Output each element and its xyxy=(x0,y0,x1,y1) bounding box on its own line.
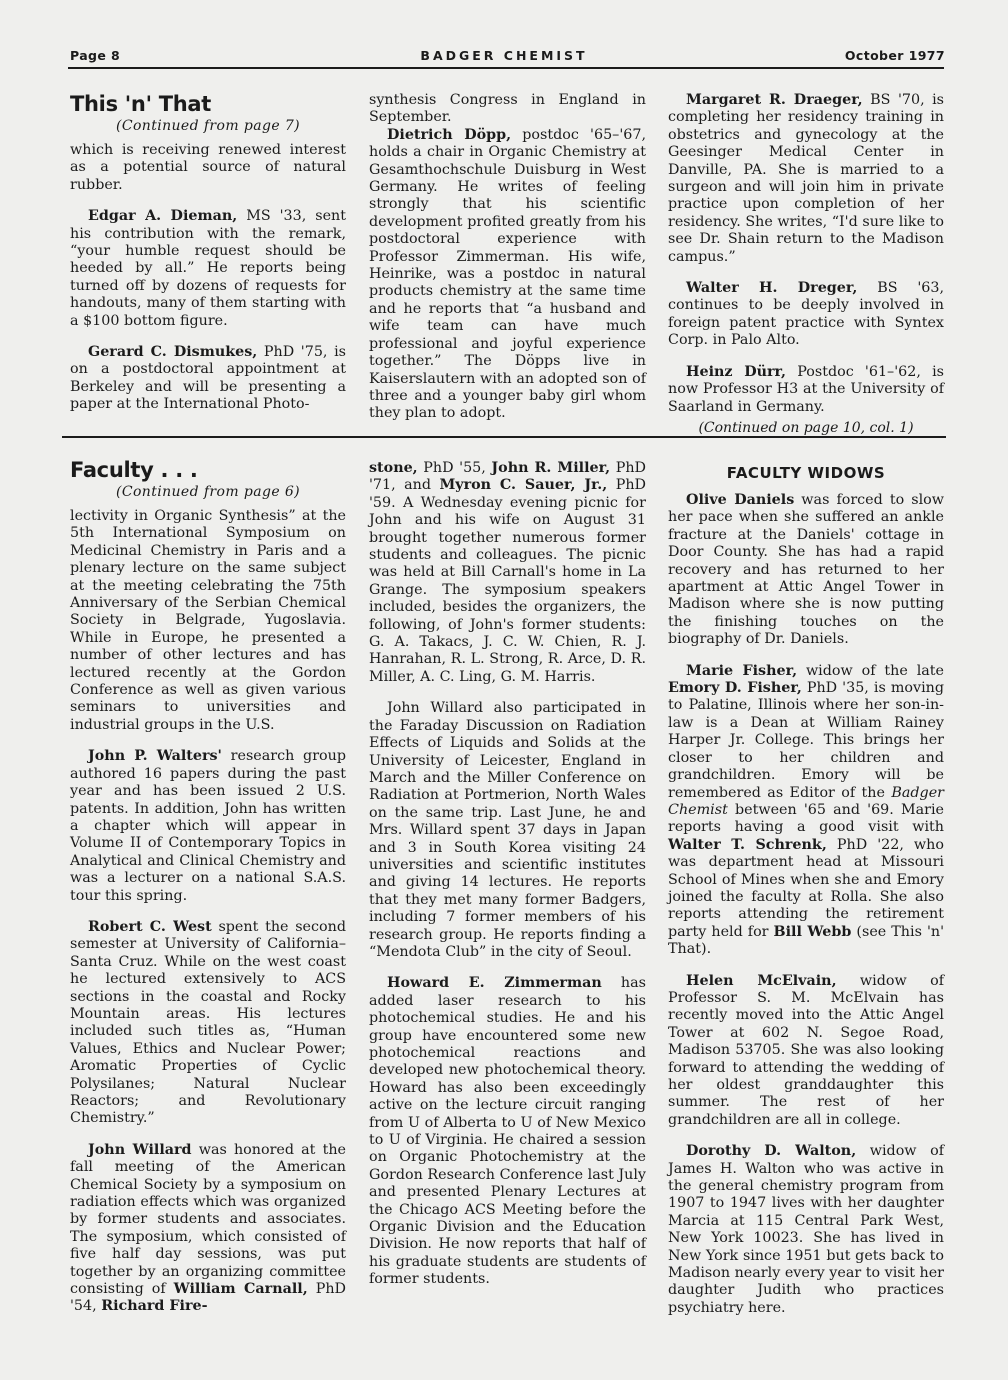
paragraph: Margaret R. Draeger, BS '70, is completing her residency training in obstetrics and gynecology at the Geesinger Medical Center in Danville, PA. She is married to a surgeon and will join him in private practice upon completion of her residency. She writes, “I'd sure like to see Dr. Shain return to the Madison campus.” xyxy=(668,92,945,265)
paragraph: Walter H. Dreger, BS '63, continues to be deeply involved in foreign patent practice with Syntex Corp. in Palo Alto. xyxy=(668,280,944,349)
paragraph: John Willard was honored at the fall meeting of the American Chemical Society by a symposium on radiation effects which was organized by former students and associates. The symposium, which consisted of five half day sessions, was put together by an organizing committee consisting of William Carnall, PhD '54, Richard Fire- xyxy=(70,1141,346,1315)
paragraph: Robert C. West spent the second semester at University of California–Santa Cruz. While on the west coast he lectured extensively to ACS sections in the coastal and Rocky Mountain areas. His lectures included such titles as, “Human Values, Ethics and Nuclear Power; Aromatic Properties of Cyclic Polysilanes; Natural Nuclear Reactors; and Revolutionary Chemistry.” xyxy=(70,918,346,1127)
continued-from-note: (Continued from page 6) xyxy=(115,484,301,500)
paragraph: Heinz Dürr, Postdoc '61–'62, is now Professor H3 at the University of Saarland in Germany. xyxy=(668,363,944,415)
paragraph: lectivity in Organic Synthesis” at the 5th International Symposium on Medicinal Chemistry in Paris and a plenary lecture on the same subject at the meeting celebrating the 75th Anniversary of the Serbian Chemical Society in Belgrade, Yugoslavia. While in Europe, he presented a number of other lectures and has lectured recently at the Gordon Conference as well as given various seminars to universities and industrial groups in the U.S. xyxy=(70,508,346,733)
paragraph: Howard E. Zimmerman has added laser research to his photochemical studies. He and his group have encountered some new photochemical reactions and developed new photochemical theory. Howard has also been exceedingly active on the lecture circuit ranging from U of Alberta to U of New Mexico to U of Virginia. He chaired a session on Organic Photochemistry at the Gordon Research Conference last July and presented Plenary Lectures at the Chicago ACS Meeting before the Organic Division and the Education Division. He now reports that half of his graduate students are students of former students. xyxy=(369,975,646,1288)
paragraph: which is receiving renewed interest as a potential source of natural rubber. xyxy=(70,142,346,193)
page-number: Page 8 xyxy=(70,48,121,63)
this-n-that-column-1 xyxy=(70,92,346,414)
faculty-column-2 xyxy=(369,460,646,1289)
paragraph: John Willard also participated in the Faraday Discussion on Radiation Effects of Liquids and Solids at the University of Leicester, England in March and the Miller Conference on Radiation at Portmerion, North Wales on the same trip. Last June, he and Mrs. Willard spent 37 days in Japan and 3 in South Korea visiting 24 universities and scientific institutes and giving 14 lectures. He reports that they met many former Badgers, including 7 former members of his research group. He reports finding a “Mendota Club” in the city of Seoul. xyxy=(369,700,646,960)
publication-title: BADGER CHEMIST xyxy=(420,48,588,63)
faculty-column-1 xyxy=(70,458,346,1316)
paragraph: Edgar A. Dieman, MS '33, sent his contribution with the remark, “your humble request should be heeded by all.” He reports being turned off by dozens of requests for handouts, many of them starting with a $100 bottom figure. xyxy=(70,208,346,329)
paragraph: John P. Walters' research group authored 16 papers during the past year and has been issued 2 U.S. patents. In addition, John has written a chapter which will appear in Volume II of Contemporary Topics in Analytical and Clinical Chemistry and was a lecturer on a national S.A.S. tour this spring. xyxy=(70,748,346,904)
faculty-widows-column xyxy=(668,460,944,1317)
section-divider xyxy=(62,436,946,438)
this-n-that-column-2 xyxy=(369,92,646,423)
paragraph: synthesis Congress in England in September. xyxy=(369,92,646,126)
issue-date: October 1977 xyxy=(844,48,945,63)
continued-on-note: (Continued on page 10, col. 1) xyxy=(698,419,914,436)
section-title-faculty-widows: FACULTY WIDOWS xyxy=(726,464,886,482)
paragraph: stone, PhD '55, John R. Miller, PhD '71, and Myron C. Sauer, Jr., PhD '59. A Wednesday evening picnic for John and his wife on August 31 brought together numerous former students and colleagues. The picnic was held at Bill Carnall's home in La Grange. The symposium speakers included, besides the organizers, the following, of John's former students: G. A. Takacs, J. C. W. Chien, R. J. Hanrahan, R. L. Strong, R. Arce, D. R. Miller, A. C. Ling, G. M. Harris. xyxy=(369,460,646,685)
section-title-faculty: Faculty . . . xyxy=(70,458,198,482)
paragraph: Dorothy D. Walton, widow of James H. Walton who was active in the general chemistry program from 1907 to 1947 lives with her daughter Marcia at 115 Central Park West, New York 10023. She has lived in New York since 1951 but gets back to Madison nearly every year to visit her daughter Judith who practices psychiatry here. xyxy=(668,1143,944,1316)
paragraph: Helen McElvain, widow of Professor S. M. McElvain has recently moved into the Attic Angel Tower at 602 N. Segoe Road, Madison 53705. She was also looking forward to attending the wedding of her oldest granddaughter this summer. The rest of her grandchildren are all in college. xyxy=(668,972,944,1128)
section-title-this-n-that: This 'n' That xyxy=(70,92,211,116)
paragraph: Gerard C. Dismukes, PhD '75, is on a postdoctoral appointment at Berkeley and will be presenting a paper at the International Photo- xyxy=(70,344,346,413)
this-n-that-column-3 xyxy=(668,92,944,436)
paragraph: Marie Fisher, widow of the late Emory D. Fisher, PhD '35, is moving to Palatine, Illinois where her son-in-law is a Dean at William Rainey Harper Jr. College. This brings her closer to her children and grandchildren. Emory will be remembered as Editor of the Badger Chemist between '65 and '69. Marie reports having a good visit with Walter T. Schrenk, PhD '22, who was department head at Missouri School of Mines when she and Emory joined the faculty at Rolla. She also reports attending the retirement party held for Bill Webb (see This 'n' That). xyxy=(668,662,945,958)
paragraph: Dietrich Döpp, postdoc '65–'67, holds a chair in Organic Chemistry at Gesamthochschule Duisburg in West Germany. He writes of feeling strongly that his scientific development profited greatly from his postdoctoral experience with Professor Zimmerman. His wife, Heinrike, was a postdoc in natural products chemistry at the same time and he reports that “a husband and wife team can have much professional and joyful experience together.” The Döpps live in Kaiserslautern with an adopted son of three and a younger baby girl whom they plan to adopt. xyxy=(369,126,646,422)
paragraph: Olive Daniels was forced to slow her pace when she suffered an ankle fracture at the Daniels' cottage in Door County. She has had a rapid recovery and has returned to her apartment at Attic Angel Tower in Madison where she is now putting the finishing touches on the biography of Dr. Daniels. xyxy=(668,492,944,648)
header-rule xyxy=(68,67,944,69)
continued-from-note: (Continued from page 7) xyxy=(115,118,301,134)
